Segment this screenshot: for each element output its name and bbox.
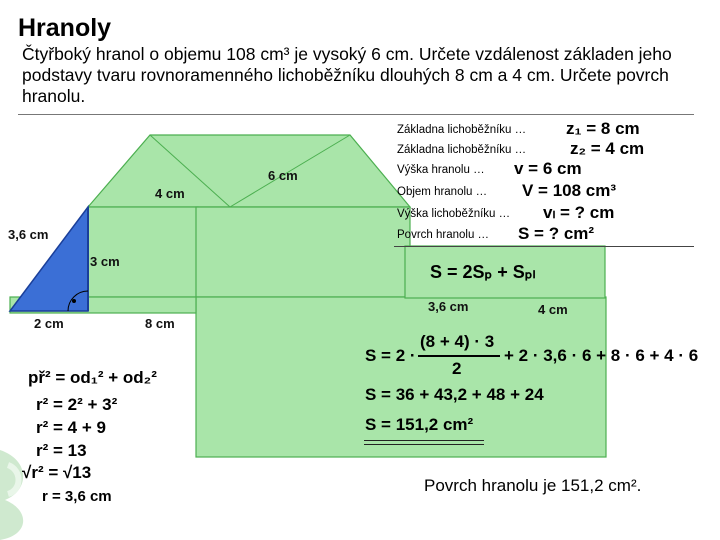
given-value-3: v = 6 cm (514, 159, 582, 178)
answer-text: Povrch hranolu je 151,2 cm². (424, 476, 642, 495)
given-value-5: vₗ = ? cm (543, 203, 615, 222)
given-value-4: V = 108 cm³ (522, 181, 617, 200)
pythagoras-step-5: √r² = √13 (22, 463, 92, 482)
given-value-1: z₁ = 8 cm (566, 119, 640, 138)
column-header-4cm: 4 cm (538, 302, 568, 317)
pythagoras-triangle (10, 207, 88, 311)
pythagoras-step-6: r = 3,6 cm (42, 488, 112, 505)
given-label-2: Základna lichoběžníku … (397, 144, 527, 156)
label-side-36cm: 3,6 cm (8, 227, 49, 242)
surface-formula: S = 2Sₚ + Sₚₗ (430, 262, 536, 282)
task-text: Čtyřboký hranol o objemu 108 cm³ je vysoký 6 cm. Určete vzdálenost základen jeho podstavy tvaru rovnoramenného lichoběžníku dlouhých 8 cm a 4 cm. Určete povrch hranolu. (22, 44, 672, 106)
pythagoras-step-3: r² = 4 + 9 (36, 418, 106, 437)
given-label-4: Objem hranolu … (397, 186, 488, 198)
label-slant-6cm: 6 cm (268, 168, 298, 183)
pythagoras-step-4: r² = 13 (36, 441, 87, 460)
given-value-6: S = ? cm² (518, 224, 595, 243)
calc-fraction-numerator: (8 + 4) · 3 (420, 332, 495, 351)
page-title: Hranoly (18, 14, 112, 42)
given-label-5: Výška lichoběžníku … (397, 208, 511, 220)
given-value-2: z₂ = 4 cm (570, 139, 645, 158)
center-lateral-face (88, 207, 198, 297)
calc-line2: S = 36 + 43,2 + 48 + 24 (365, 385, 544, 404)
calc-fraction-denominator: 2 (452, 359, 462, 378)
column-header-36cm: 3,6 cm (428, 299, 469, 314)
given-divider (394, 246, 694, 247)
calc-line1-end: + 2 · 3,6 · 6 + 8 · 6 + 4 · 6 (504, 346, 699, 365)
result-underline-1 (364, 440, 484, 441)
given-label-1: Základna lichoběžníku … (397, 124, 527, 136)
pythagoras-step-2: r² = 2² + 3² (36, 395, 118, 414)
top-trapezoid-face (88, 135, 410, 207)
given-label-6: Povrch hranolu … (397, 229, 490, 241)
back-slanted-face (196, 207, 410, 297)
fraction-bar (418, 355, 500, 357)
label-bottom-2cm: 2 cm (34, 316, 64, 331)
calc-line1-start: S = 2 · (365, 346, 416, 365)
given-label-3: Výška hranolu … (397, 164, 485, 176)
label-top-4cm: 4 cm (155, 186, 185, 201)
pythagoras-step-1: př² = od₁² + od₂² (28, 368, 157, 387)
result-underline-2 (364, 444, 484, 445)
calc-result: S = 151,2 cm² (365, 415, 474, 434)
label-height-vl: 3 cm (90, 254, 120, 269)
label-bottom-8cm: 8 cm (145, 316, 175, 331)
